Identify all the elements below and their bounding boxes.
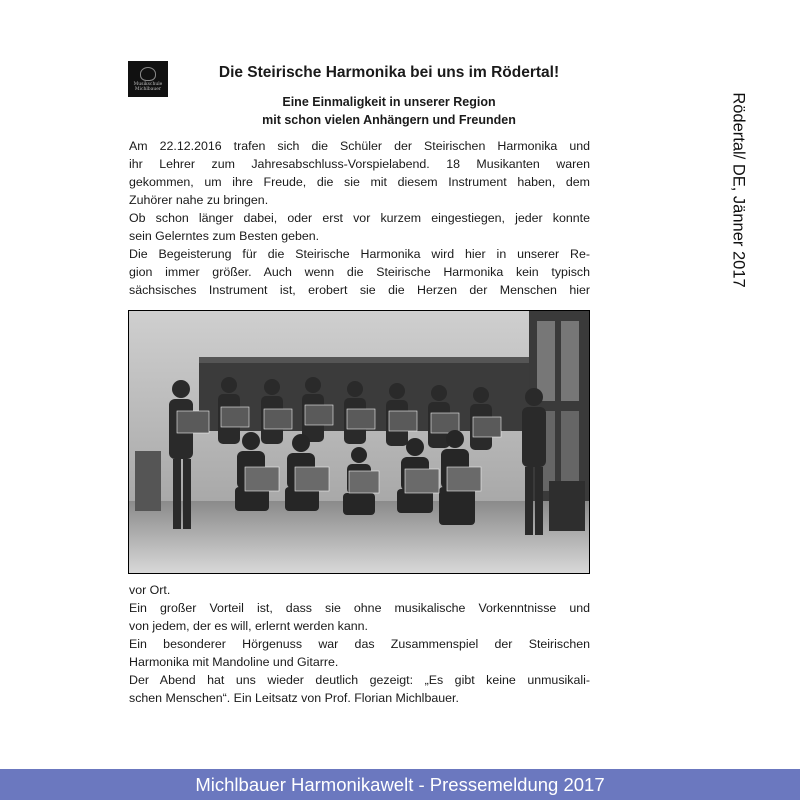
text-line: ihr Lehrer zum Jahresabschluss-Vorspielabend. 18 Musikanten waren [129, 157, 590, 171]
text-line: sächsisches Instrument ist, erobert sie die Herzen der Menschen hier [129, 283, 590, 297]
subtitle-line: Eine Einmaligkeit in unserer Region [282, 95, 496, 109]
text-line: Harmonika mit Mandoline und Gitarre. [129, 655, 339, 669]
text-line: schen Menschen“. Ein Leitsatz von Prof. Florian Michlbauer. [129, 691, 459, 705]
logo-line: Musikschule [133, 81, 163, 87]
text-line: gion immer größer. Auch wenn die Steirische Harmonika kein typisch [129, 265, 590, 279]
group-photo [128, 310, 590, 574]
text-line: sein Gelerntes zum Besten geben. [129, 229, 320, 243]
article-paragraph-2 [129, 581, 590, 707]
subtitle-line: mit schon vielen Anhängern und Freunden [262, 113, 516, 127]
text-line: Der Abend hat uns wieder deutlich gezeigt: „Es gibt keine unmusikali- [129, 673, 590, 687]
article-title: Die Steirische Harmonika bei uns im Rödertal! [218, 64, 560, 81]
school-logo [128, 61, 168, 97]
text-line: vor Ort. [129, 583, 171, 597]
footer-banner: Michlbauer Harmonikawelt - Pressemeldung 2017 [0, 769, 800, 800]
text-line: Zuhörer nahe zu bringen. [129, 193, 269, 207]
text-line: Ein großer Vorteil ist, dass sie ohne musikalische Vorkenntnisse und [129, 601, 590, 615]
text-line: Ein besonderer Hörgenuss war das Zusammenspiel der Steirischen [129, 637, 590, 651]
logo-line: Michlbauer [134, 86, 162, 92]
accordion-icon [140, 67, 156, 81]
article-paragraph-1 [129, 137, 590, 299]
text-line: gekommen, um ihre Freude, die sie mit diesem Instrument haben, dem [129, 175, 590, 189]
text-line: Die Begeisterung für die Steirische Harmonika wird hier in unserer Re- [129, 247, 590, 261]
text-line: Am 22.12.2016 trafen sich die Schüler der Steirischen Harmonika und [129, 139, 590, 153]
text-line: Ob schon länger dabei, oder erst vor kurzem eingestiegen, jeder konnte [129, 211, 590, 225]
text-line: von jedem, der es will, erlernt werden kann. [129, 619, 368, 633]
article-subtitle [184, 93, 594, 129]
side-caption: Rödertal/ DE, Jänner 2017 [729, 92, 748, 288]
